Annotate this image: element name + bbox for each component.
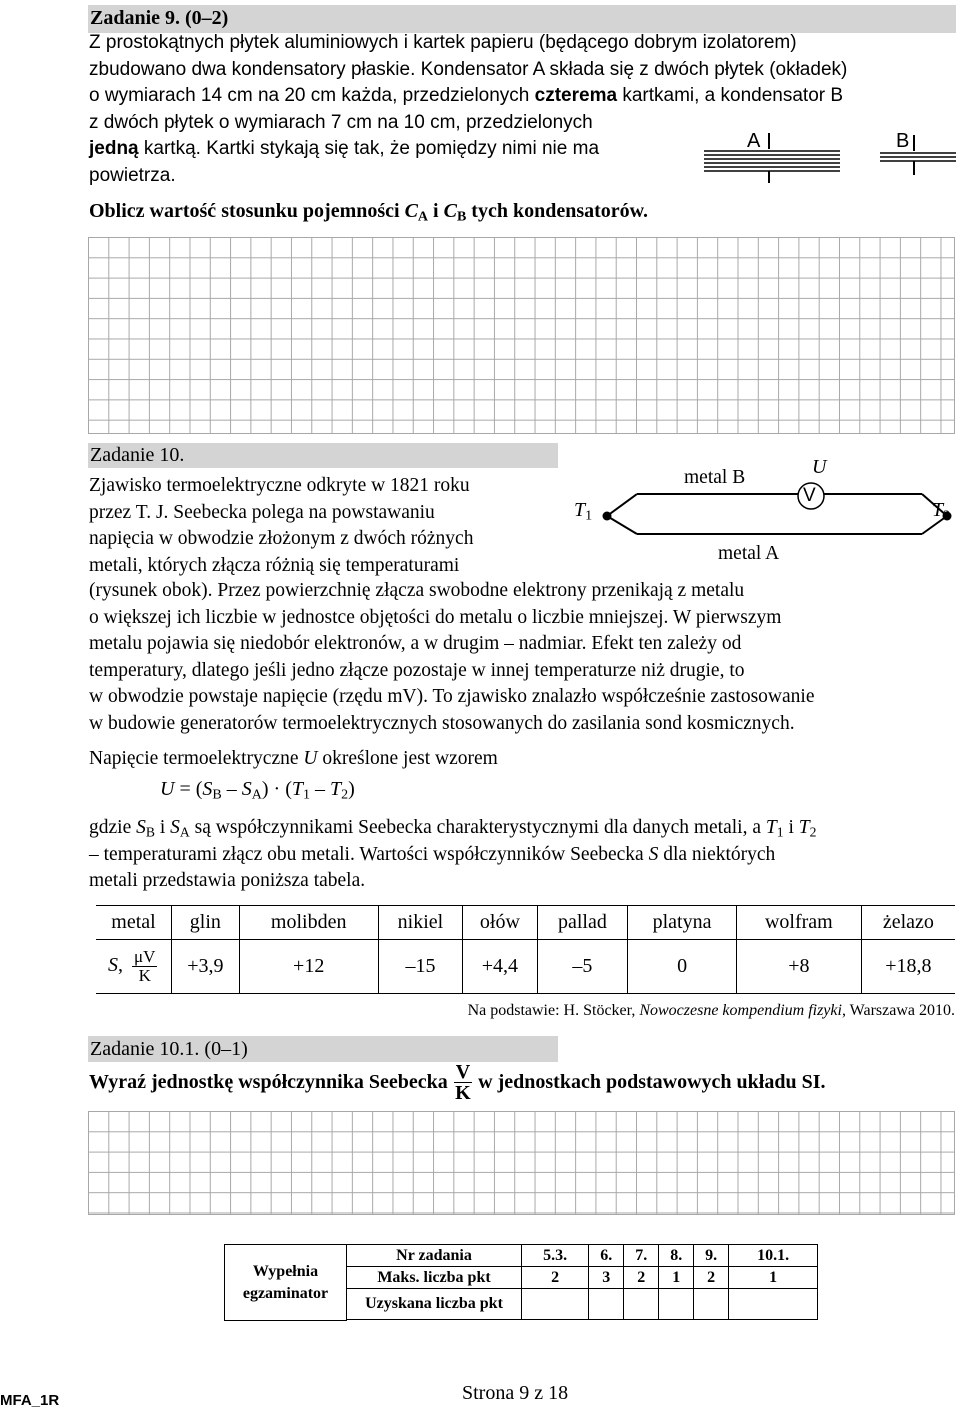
task9-line4: z dwóch płytek o wymiarach 7 cm na 10 cm, przedzielonych [89,111,593,133]
table-cell: –5 [537,940,628,994]
task10-body [89,578,955,738]
table-header-metal: metal [96,906,172,940]
task9-line5: jedną kartką. Kartki stykają się tak, że pomiędzy nimi nie ma [89,138,600,159]
table-row [96,906,955,940]
seebeck-table [96,905,955,994]
task10-intro-line: metali, których złącza różnią się temperaturami [89,554,460,576]
table-row [347,1267,818,1289]
capacitor-a-label: A [747,130,761,152]
task10-intro [89,473,557,579]
examiner-label: Wypełnia egzaminator [224,1244,347,1321]
score-input-cell[interactable] [624,1289,659,1320]
voltage-label: U [812,456,827,478]
where-line3: metali przedstawia poniższa tabela. [89,870,366,892]
thermocouple-diagram [570,452,955,577]
table-cell: 10.1. [729,1245,818,1267]
task10-body-line: (rysunek obok). Przez powierzchnię złącza swobodne elektrony przenikają z metalu [89,580,745,601]
task10-body-line: o większej ich liczbie w jednostce objętości do metalu o liczbie mniejszej. W pierwszym [89,606,782,628]
task10-body-line: metalu pojawia się niedobór elektronów, a w drugim – nadmiar. Efekt ten zależy od [89,633,742,655]
task10-header: Zadanie 10. [88,443,558,468]
table-cell: 2 [522,1267,589,1289]
task10-body-line: temperatury, dlatego jeśli jedno złącze pozostaje w innej temperaturze niż drugie, to [89,659,745,681]
answer-grid-task9[interactable] [88,237,955,434]
examiner-table [346,1244,818,1320]
task10-intro-line: napięcia w obwodzie złożonym z dwóch różnych [89,528,474,550]
page-number: Strona 9 z 18 [462,1382,569,1404]
table-header: Uzyskana liczba pkt [347,1289,522,1320]
t2-label: $T_2$ [932,499,951,524]
table-cell: 0 [628,940,737,994]
formula-intro: Napięcie termoelektryczne U określone jest wzorem [89,748,498,769]
t1-label: $T_1$ [574,499,593,524]
task10-intro-line: przez T. J. Seebecka polega na powstawaniu [89,501,435,523]
table-cell: +4,4 [463,940,537,994]
table-source: Na podstawie: H. Stöcker, Nowoczesne kompendium fizyki, Warszawa 2010. [467,1002,955,1019]
table-row [347,1289,818,1320]
table-cell: –15 [378,940,463,994]
table-cell: 8. [659,1245,694,1267]
table-cell: 6. [589,1245,624,1267]
table-row [347,1245,818,1267]
task9-line6: powietrza. [89,164,176,186]
task9-line2: zbudowano dwa kondensatory płaskie. Kondensator A składa się z dwóch płytek (okładek) [89,58,848,80]
task10-body-line: w budowie generatorów termoelektrycznych stosowanych do zasilania sond kosmicznych. [89,712,795,734]
table-cell: 2 [694,1267,729,1289]
capacitor-b-label: B [896,130,910,152]
table-cell: +12 [239,940,378,994]
table-header: Nr zadania [347,1245,522,1267]
metal-b-label: metal B [684,467,746,488]
table-cell: 9. [694,1245,729,1267]
table-cell: molibden [239,906,378,940]
task10-intro-line: Zjawisko termoelektryczne odkryte w 1821 roku [89,475,470,496]
voltmeter-symbol: V [803,485,816,506]
table-cell: 5.3. [522,1245,589,1267]
task9-header: Zadanie 9. (0–2) [88,5,956,33]
table-cell: glin [172,906,240,940]
junction-t1 [603,512,612,521]
table-cell: +3,9 [172,940,240,994]
unit-fraction: $\frac{V}{K}$ [455,1061,471,1104]
unit-fraction: $\frac{\mu V}{K}$ [134,947,156,985]
metal-a-label: metal A [718,543,780,564]
task10-where [89,815,955,895]
capacitor-diagram [700,125,958,187]
table-cell: 3 [589,1267,624,1289]
table-cell: 1 [729,1267,818,1289]
score-input-cell[interactable] [694,1289,729,1320]
score-input-cell[interactable] [589,1289,624,1320]
task9-line1: Z prostokątnych płytek aluminiowych i kartek papieru (będącego dobrym izolatorem) [89,32,797,53]
table-cell: 1 [659,1267,694,1289]
score-input-cell[interactable] [522,1289,589,1320]
score-input-cell[interactable] [659,1289,694,1320]
table-cell: pallad [537,906,628,940]
table-cell: żelazo [861,906,955,940]
table-cell: nikiel [378,906,463,940]
where-line2: – temperaturami złącz obu metali. Wartości współczynników Seebecka S dla niektórych [89,843,776,865]
exam-code: MFA_1R [0,1392,60,1409]
task10-1-question: Wyraź jednostkę współczynnika Seebecka $\frac{V}{K}$ w jednostkach podstawowych układu SI. [89,1061,826,1104]
table-cell: platyna [628,906,737,940]
table-header: Maks. liczba pkt [347,1267,522,1289]
task9-question: Oblicz wartość stosunku pojemności $C_A$ i $C_B$ tych kondensatorów. [89,200,648,225]
table-cell: wolfram [736,906,861,940]
table-cell: ołów [463,906,537,940]
task9-line3: o wymiarach 14 cm na 20 cm każda, przedzielonych czterema kartkami, a kondensator B [89,85,844,106]
where-line1: gdzie $S_B$ i $S_A$ są współczynnikami Seebecka charakterystycznymi dla danych metali, a $T_1$ i $T_2$ [89,817,817,840]
table-header-s: S, $\frac{\mu V}{K}$ [96,940,172,994]
task10-1-header: Zadanie 10.1. (0–1) [88,1036,558,1062]
table-cell: +18,8 [861,940,955,994]
score-input-cell[interactable] [729,1289,818,1320]
table-cell: 2 [624,1267,659,1289]
task10-body-line: w obwodzie powstaje napięcie (rzędu mV). To zjawisko znalazło współcześnie zastosowanie [89,686,815,708]
table-cell: 7. [624,1245,659,1267]
seebeck-formula: $U = (S_B - S_A) \cdot (T_1 - T_2)$ [160,778,355,803]
table-cell: +8 [736,940,861,994]
answer-grid-task10-1[interactable] [88,1111,955,1215]
table-row [96,940,955,994]
